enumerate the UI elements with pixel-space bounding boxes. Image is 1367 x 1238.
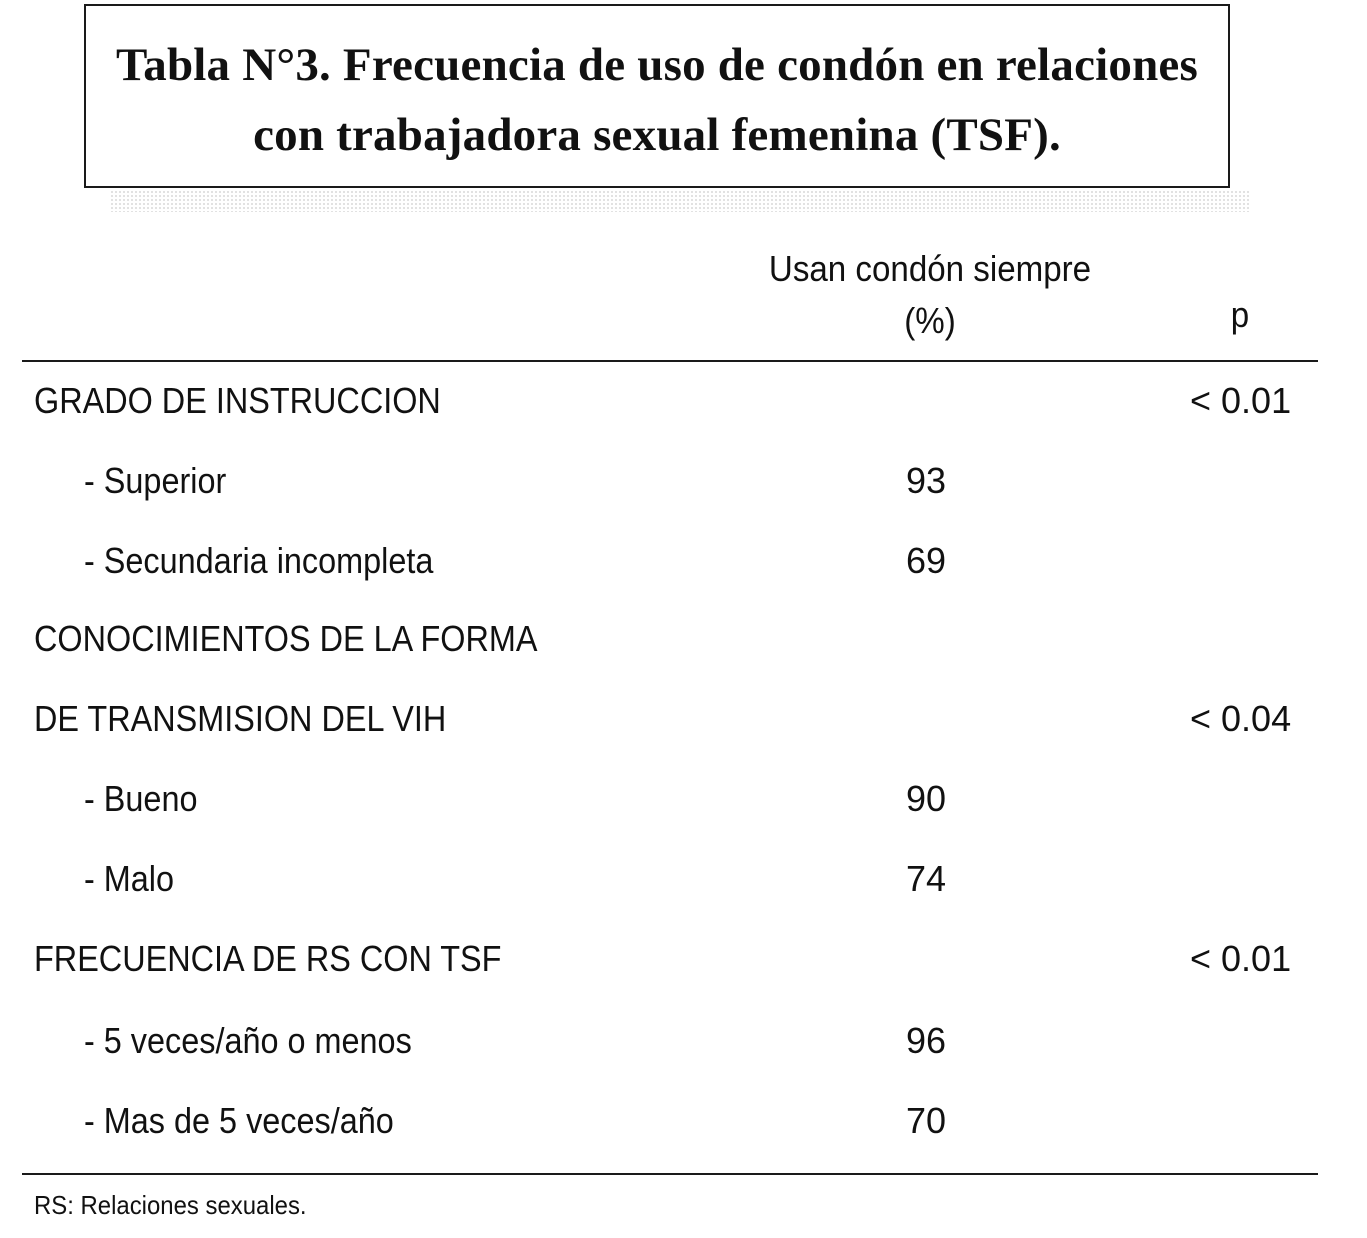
row-label: GRADO DE INSTRUCCION bbox=[34, 380, 441, 421]
column-header-percent: (%) bbox=[904, 300, 956, 341]
row-label: - 5 veces/año o menos bbox=[84, 1020, 412, 1061]
row-value: 93 bbox=[905, 460, 947, 501]
table-bottom-rule bbox=[22, 1173, 1318, 1175]
table-row bbox=[0, 858, 1367, 906]
row-value: 96 bbox=[905, 1020, 947, 1061]
table-row bbox=[0, 540, 1367, 588]
table-footnote: RS: Relaciones sexuales. bbox=[34, 1190, 307, 1220]
table-row bbox=[0, 778, 1367, 826]
row-value: 74 bbox=[905, 858, 947, 899]
row-p-value: < 0.01 bbox=[1190, 380, 1292, 421]
row-label: CONOCIMIENTOS DE LA FORMA bbox=[34, 618, 538, 659]
row-label: - Bueno bbox=[84, 778, 198, 819]
row-label: - Secundaria incompleta bbox=[84, 540, 434, 581]
row-label: - Malo bbox=[84, 858, 175, 899]
row-label: - Superior bbox=[84, 460, 227, 501]
column-header-p: p bbox=[1230, 294, 1250, 335]
table-row bbox=[0, 1100, 1367, 1148]
table-row bbox=[0, 1020, 1367, 1068]
row-value: 90 bbox=[905, 778, 947, 819]
table-row-section bbox=[0, 938, 1367, 986]
row-label: FRECUENCIA DE RS CON TSF bbox=[34, 938, 502, 979]
table-row bbox=[0, 460, 1367, 508]
table-row-section bbox=[0, 698, 1367, 746]
table-row-section bbox=[0, 618, 1367, 666]
row-p-value: < 0.04 bbox=[1190, 698, 1292, 739]
row-value: 70 bbox=[905, 1100, 947, 1141]
row-label: DE TRANSMISION DEL VIH bbox=[34, 698, 447, 739]
row-label: - Mas de 5 veces/año bbox=[84, 1100, 394, 1141]
table-title-line-2: con trabajadora sexual femenina (TSF). bbox=[253, 109, 1061, 161]
table-top-rule bbox=[22, 360, 1318, 362]
row-p-value: < 0.01 bbox=[1190, 938, 1292, 979]
row-value: 69 bbox=[905, 540, 947, 581]
table-row-section bbox=[0, 380, 1367, 428]
column-header-usan-condon: Usan condón siempre bbox=[768, 248, 1092, 289]
table-title-line-1: Tabla N°3. Frecuencia de uso de condón en relaciones bbox=[116, 39, 1198, 91]
